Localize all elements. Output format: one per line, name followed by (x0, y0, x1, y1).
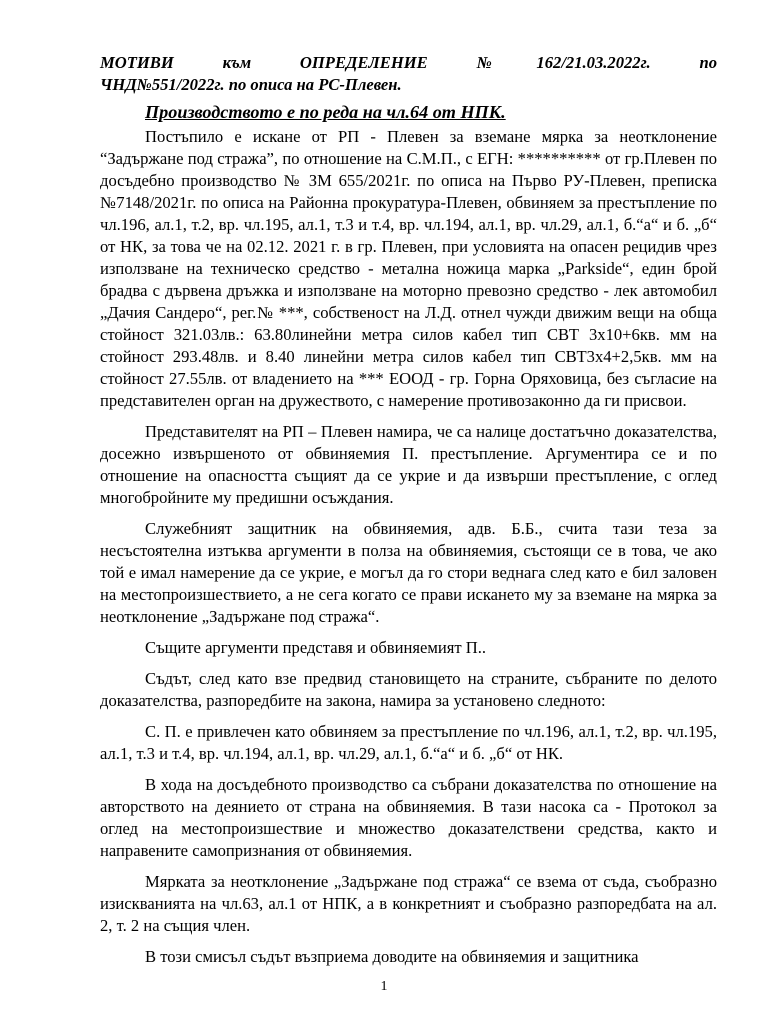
paragraph-prosecutor: Представителят на РП – Плевен намира, че са налице достатъчно доказателства, досежно извършеното от обвиняемия П. престъпление. Аргументира се и по отношение на опасността същият да се укрие и да извърши престъпление, с оглед многобройните му предишни осъждания. (100, 422, 717, 507)
document-body (100, 52, 717, 977)
paragraph-accused-arguments: Същите аргументи представя и обвиняемият П.. (145, 638, 487, 657)
paragraph-measure: Мярката за неотклонение „Задържане под стража“ се взема от съда, съобразно изискванията на чл.63, ал.1 от НПК, а в конкретният и съобразно разпоредбата на ал. 2, т. 2 на същия член. (100, 872, 717, 935)
paragraph-evidence: В хода на досъдебното производство са събрани доказателства по отношение на авторството на деянието от страна на обвиняемия. В тази насока са - Протокол за оглед на местопроизшествие и множество доказателствени средства, както и направените самопризнания от обвиняемия. (100, 775, 717, 860)
paragraph-defense: Служебният защитник на обвиняемия, адв. Б.Б., счита тази теза за несъстоятелна изтъква аргументи в полза на обвиняемия, състоящи се в това, че ако той е имал намерение да се укрие, е могъл да го стори веднага след като е бил заловен на местопроизшествието, а не сега когато се прави искането му за вземане на мярка за неотклонение „Задържане под стража“. (100, 519, 717, 626)
motives-heading-line2: ЧНД№551/2022г. по описа на РС-Плевен. (100, 75, 402, 94)
paragraph-charge: С. П. е привлечен като обвиняем за престъпление по чл.196, ал.1, т.2, вр. чл.195, ал.1, т.3 и т.4, вр. чл.194, ал.1, вр. чл.29, ал.1, б.“а“ и б. „б“ от НК. (100, 722, 717, 763)
paragraph-request: Постъпило е искане от РП - Плевен за вземане мярка за неотклонение “Задържане под стража”, по отношение на С.М.П., с ЕГН: ********** от гр.Плевен по досъдебно производство № ЗМ 655/2021г. по описа на Първо РУ-Плевен, преписка №7148/2021г. по описа на Районна прокуратура-Плевен, обвиняем за престъпление по чл.196, ал.1, т.2, вр. чл.195, ал.1, т.3 и т.4, вр. чл.194, ал.1, вр. чл.29, ал.1, б.“а“ и б. „б“ от НК, за това че на 02.12. 2021 г. в гр. Плевен, при условията на опасен рецидив чрез използване на техническо средство - метална ножица марка „Parkside“, един брой брадва с дървена дръжка и използване на моторно превозно средство - лек автомобил „Дачия Сандеро“, рег.№ ***, собственост на Л.Д. отнел чужди движим вещи на обща стойност 321.03лв.: 63.80линейни метра силов кабел тип СВТ 3х10+6кв. мм на стойност 293.48лв. и 8.40 линейни метра силов кабел тип СВТ3х4+2,5кв. мм на стойност 27.55лв. от владението на *** ЕООД - гр. Горна Оряховица, без съгласие на представителен орган на дружеството, с намерение противозаконно да ги присвои. (100, 127, 717, 410)
paragraph-conclusion: В този смисъл съдът възприема доводите на обвиняемия и защитника (145, 947, 639, 966)
page-number: 1 (380, 979, 388, 994)
motives-heading-line1: МОТИВИ към ОПРЕДЕЛЕНИЕ №162/21.03.2022г. по (100, 53, 717, 72)
procedure-title: Производството е по реда на чл.64 от НПК. (145, 102, 506, 122)
paragraph-court-findings: Съдът, след като взе предвид становището на страните, събраните по делото доказателства, разпоредбите на закона, намира за установено следното: (100, 669, 717, 710)
